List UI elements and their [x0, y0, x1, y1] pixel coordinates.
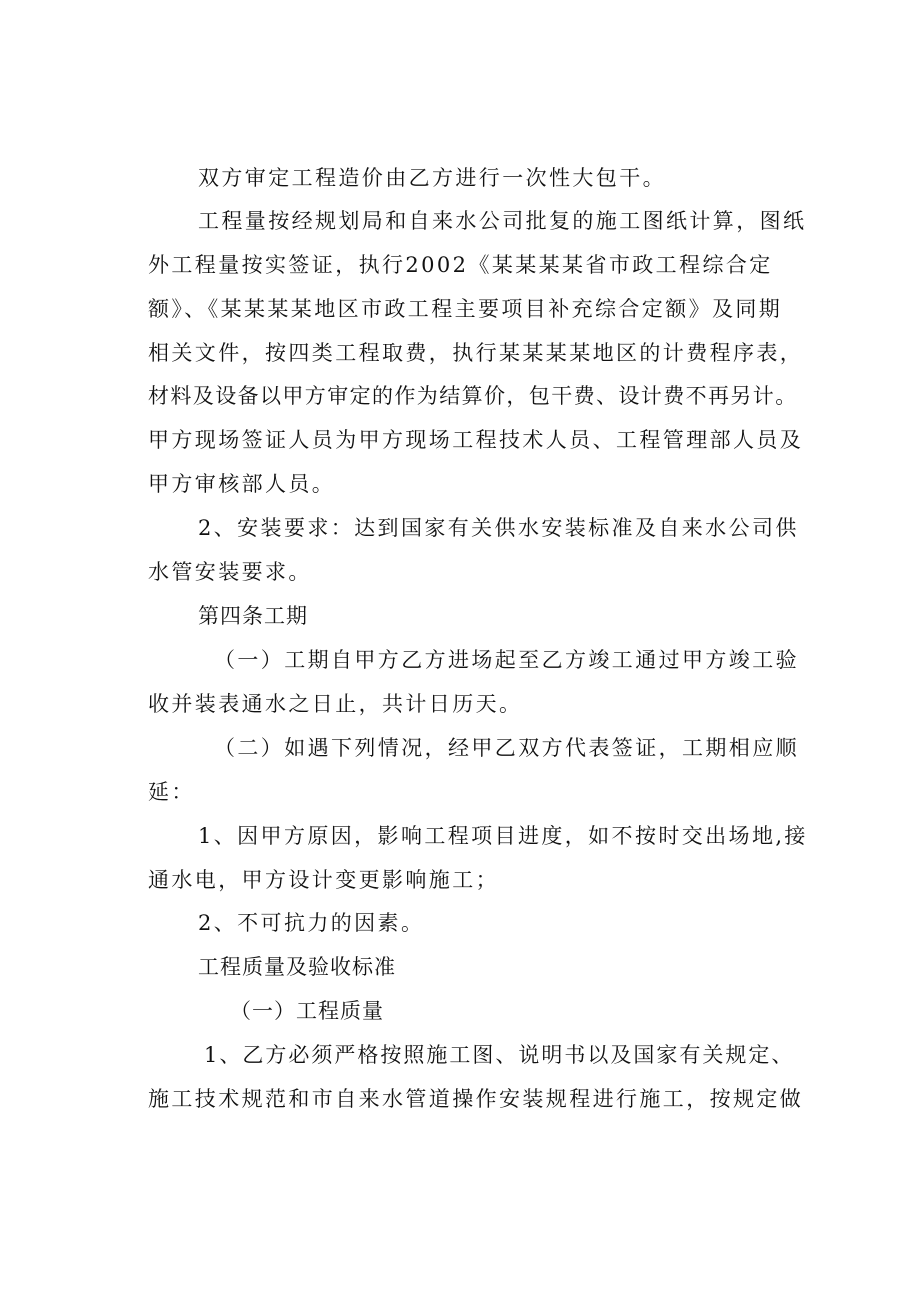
paragraph-line: 水管安装要求。: [148, 560, 312, 584]
paragraph-line: 甲方审核部人员。: [148, 472, 336, 496]
paragraph-line: 工程量按经规划局和自来水公司批复的施工图纸计算，图纸: [198, 209, 807, 233]
paragraph-line: 延：: [148, 780, 195, 804]
paragraph-line: 2、安装要求：达到国家有关供水安装标准及自来水公司供: [198, 516, 799, 540]
paragraph-line: 1、因甲方原因，影响工程项目进度，如不按时交出场地,接: [198, 824, 808, 848]
section-heading: 第四条工期: [198, 604, 308, 628]
paragraph-line: 1、乙方必须严格按照施工图、说明书以及国家有关规定、: [204, 1043, 795, 1067]
section-heading: 工程质量及验收标准: [198, 955, 396, 979]
paragraph-line: 材料及设备以甲方审定的作为结算价，包干费、设计费不再另计。: [148, 384, 798, 408]
paragraph-line: 相关文件，按四类工程取费，执行某某某某地区的计费程序表，: [148, 341, 804, 365]
paragraph-line: 收并装表通水之日止，共计日历天。: [148, 692, 523, 716]
paragraph-line: 甲方现场签证人员为甲方现场工程技术人员、工程管理部人员及: [148, 428, 804, 452]
paragraph-line: 2、不可抗力的因素。: [198, 911, 425, 935]
subsection-heading: （一）工程质量: [230, 999, 384, 1023]
paragraph-line: 通水电，甲方设计变更影响施工；: [148, 868, 499, 892]
paragraph-line: 双方审定工程造价由乙方进行一次性大包干。: [198, 166, 666, 190]
paragraph-line: （一）工期自甲方乙方进场起至乙方竣工通过甲方竣工验: [214, 648, 799, 672]
paragraph-line: 额》、《某某某某地区市政工程主要项目补充综合定额》及同期: [148, 297, 783, 321]
paragraph-line: 外工程量按实签证，执行2002《某某某某省市政工程综合定: [148, 253, 773, 277]
paragraph-line: 施工技术规范和市自来水管道操作安装规程进行施工，按规定做: [148, 1087, 804, 1111]
paragraph-line: （二）如遇下列情况，经甲乙双方代表签证，工期相应顺: [214, 736, 799, 760]
